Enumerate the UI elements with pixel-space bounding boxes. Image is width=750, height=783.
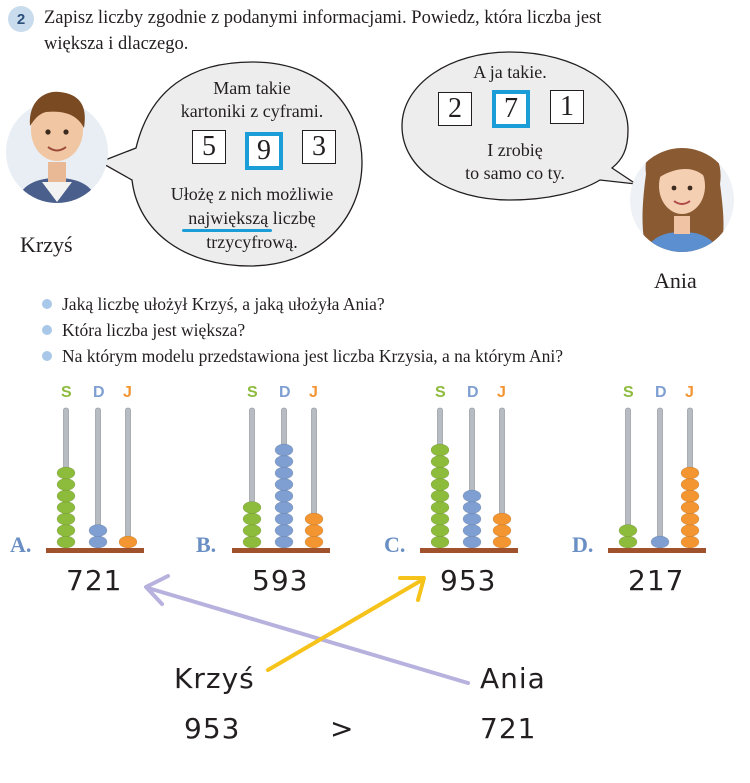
question-1: Jaką liczbę ułożył Krzyś, a jaką ułożyła Ania?	[62, 294, 385, 314]
abacus-bead-tens	[275, 456, 293, 468]
abacus-bead-ones	[681, 479, 699, 491]
krzys-plan-line-3: trzycyfrową.	[206, 232, 298, 252]
abacus-bead-ones	[681, 513, 699, 525]
task-number-badge: 2	[8, 6, 34, 32]
abacus-bead-ones	[681, 467, 699, 479]
abacus-answer: 953	[440, 564, 497, 597]
handwritten-krzys-label: Krzyś	[174, 662, 255, 695]
krzys-plan-line-1: Ułożę z nich możliwie	[170, 184, 334, 204]
column-label-j: J	[123, 384, 132, 401]
ania-bubble-line-2: I zrobię	[487, 140, 543, 160]
question-2: Która liczba jest większa?	[62, 320, 246, 340]
abacus-base	[232, 548, 330, 553]
abacus-bead-ones	[305, 525, 323, 537]
abacus-bead-tens	[651, 536, 669, 548]
abacus-bead-ones	[119, 536, 137, 548]
abacus-bead-tens	[89, 525, 107, 537]
column-label-s: S	[61, 384, 72, 401]
abacus-bead-ones	[493, 536, 511, 548]
abacus-bead-ones	[681, 502, 699, 514]
abacus-bead-tens	[275, 502, 293, 514]
abacus-base	[46, 548, 144, 553]
abacus-bead-hundreds	[57, 525, 75, 537]
abacus-bead-hundreds	[431, 456, 449, 468]
abacus-rod	[126, 408, 131, 548]
abacus	[384, 380, 534, 560]
abacus-bead-hundreds	[57, 502, 75, 514]
abacus-bead-tens	[463, 536, 481, 548]
krzys-card-1: 5	[192, 130, 226, 164]
ania-card-1: 2	[438, 92, 472, 126]
abacus-bead-tens	[275, 444, 293, 456]
abacus-bead-hundreds	[431, 444, 449, 456]
abacus-bead-hundreds	[431, 467, 449, 479]
column-label-d: D	[655, 384, 667, 401]
abacus-bead-ones	[305, 536, 323, 548]
bullet-dot	[42, 351, 52, 361]
abacus-bead-ones	[681, 536, 699, 548]
abacus	[10, 380, 160, 560]
abacus-bead-ones	[681, 490, 699, 502]
abacus	[572, 380, 722, 560]
abacus-base	[608, 548, 706, 553]
abacus-bead-hundreds	[243, 525, 261, 537]
column-label-d: D	[467, 384, 479, 401]
question-3: Na którym modelu przedstawiona jest liczba Krzysia, a na którym Ani?	[62, 346, 564, 366]
column-label-d: D	[279, 384, 291, 401]
krzys-plan-line-2: największą liczbę	[162, 208, 342, 229]
abacus-bead-tens	[275, 479, 293, 491]
handwritten-greater-than: >	[330, 712, 355, 745]
abacus-bead-hundreds	[243, 536, 261, 548]
column-label-j: J	[497, 384, 506, 401]
abacus-bead-tens	[463, 502, 481, 514]
abacus-bead-tens	[463, 490, 481, 502]
task-instruction-line-1: Zapisz liczby zgodnie z podanymi informacjami. Powiedz, która liczba jest	[44, 8, 602, 28]
abacus-base	[420, 548, 518, 553]
abacus-bead-hundreds	[431, 513, 449, 525]
bullet-dot	[42, 299, 52, 309]
column-label-j: J	[685, 384, 694, 401]
abacus-bead-tens	[463, 525, 481, 537]
abacus-bead-tens	[275, 490, 293, 502]
abacus-rod	[658, 408, 663, 548]
abacus-bead-hundreds	[243, 502, 261, 514]
abacus-letter: A.	[10, 532, 32, 557]
ania-card-3: 1	[550, 90, 584, 124]
abacus-bead-hundreds	[619, 525, 637, 537]
abacus-bead-tens	[275, 513, 293, 525]
abacus-answer: 217	[628, 564, 685, 597]
krzys-bubble-line-2: kartoniki z cyframi.	[180, 101, 324, 121]
abacus-bead-hundreds	[57, 536, 75, 548]
abacus-letter: C.	[384, 532, 406, 557]
task-instruction-line-2: większa i dlaczego.	[44, 34, 189, 54]
abacus-letter: D.	[572, 532, 594, 557]
abacus-bead-hundreds	[57, 479, 75, 491]
largest-word-underlined: największą	[188, 208, 269, 228]
abacus-answer: 721	[66, 564, 123, 597]
abacus-bead-hundreds	[57, 490, 75, 502]
ania-name: Ania	[654, 268, 697, 293]
column-label-j: J	[309, 384, 318, 401]
krzys-name: Krzyś	[20, 232, 73, 257]
handwritten-ania-value: 721	[480, 712, 537, 745]
abacus-bead-hundreds	[619, 536, 637, 548]
abacus-letter: B.	[196, 532, 217, 557]
abacus-bead-hundreds	[57, 513, 75, 525]
ania-bubble-line-3: to samo co ty.	[465, 163, 565, 183]
ania-bubble-line-1: A ja takie.	[473, 62, 547, 82]
abacus-bead-ones	[493, 513, 511, 525]
ania-card-2-highlighted: 7	[492, 90, 530, 128]
krzys-card-2-highlighted: 9	[245, 132, 283, 170]
column-label-s: S	[247, 384, 258, 401]
yellow-arrow	[268, 578, 424, 670]
krzys-avatar	[6, 84, 108, 214]
abacus-bead-ones	[493, 525, 511, 537]
krzys-card-3: 3	[302, 130, 336, 164]
krzys-bubble-line-1: Mam takie	[213, 78, 291, 98]
matching-arrows	[0, 560, 750, 690]
abacus-bead-ones	[681, 525, 699, 537]
abacus-bead-hundreds	[431, 479, 449, 491]
bullet-dot	[42, 325, 52, 335]
abacus-bead-hundreds	[431, 536, 449, 548]
abacus	[196, 380, 346, 560]
column-label-s: S	[623, 384, 634, 401]
abacus-bead-hundreds	[431, 502, 449, 514]
abacus-bead-tens	[275, 525, 293, 537]
abacus-bead-hundreds	[243, 513, 261, 525]
abacus-bead-hundreds	[57, 467, 75, 479]
abacus-bead-tens	[275, 536, 293, 548]
ania-avatar	[628, 134, 736, 264]
abacus-bead-tens	[89, 536, 107, 548]
handwritten-krzys-value: 953	[184, 712, 241, 745]
column-label-d: D	[93, 384, 105, 401]
abacus-bead-tens	[275, 467, 293, 479]
abacus-bead-hundreds	[431, 490, 449, 502]
abacus-bead-hundreds	[431, 525, 449, 537]
abacus-bead-ones	[305, 513, 323, 525]
abacus-bead-tens	[463, 513, 481, 525]
abacus-answer: 593	[252, 564, 309, 597]
handwritten-ania-label: Ania	[480, 662, 546, 695]
column-label-s: S	[435, 384, 446, 401]
